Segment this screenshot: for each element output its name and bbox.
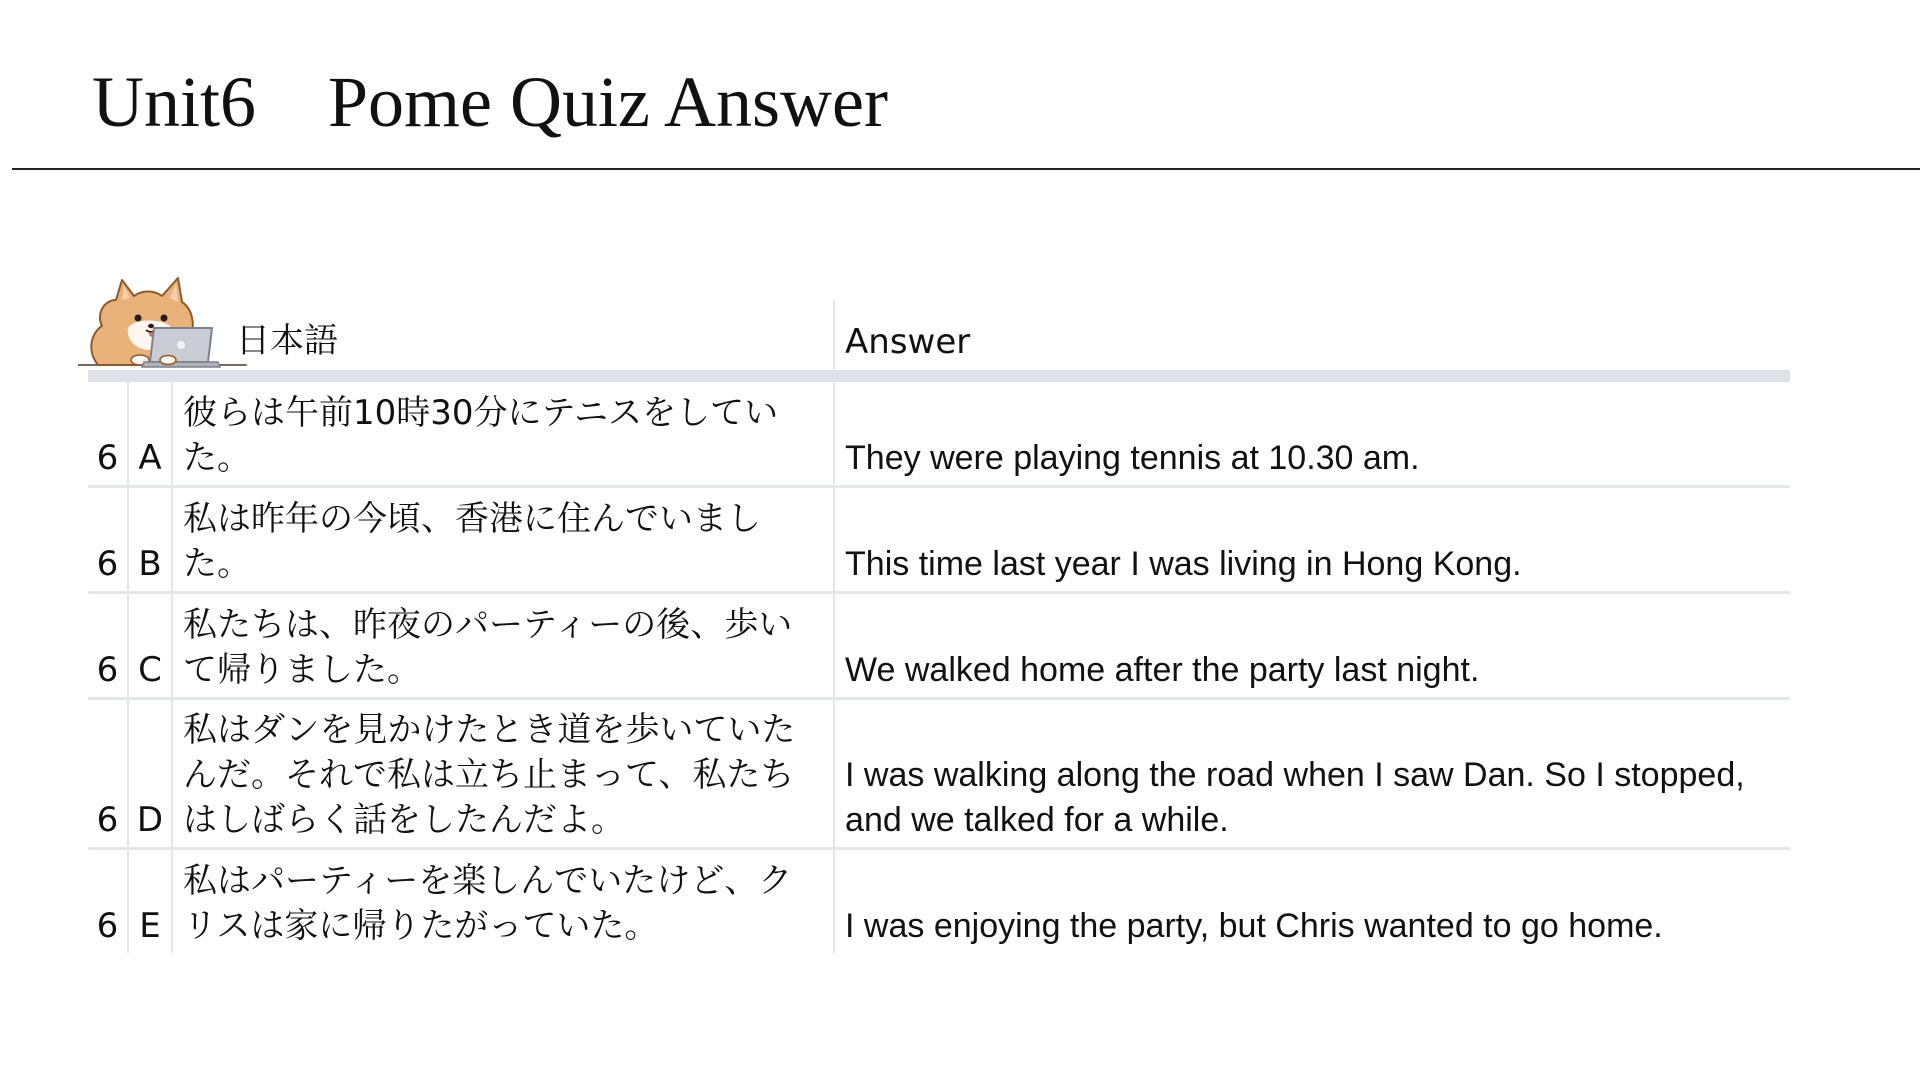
quiz-answer-table xyxy=(88,300,1790,953)
pomeranian-with-laptop-icon xyxy=(78,270,248,380)
answer-sentence: This time last year I was living in Hong Kong. xyxy=(834,487,1790,593)
question-letter: C xyxy=(128,593,172,699)
unit-number: 6 xyxy=(88,376,128,487)
answer-sentence: I was walking along the road when I saw Dan. So I stopped, and we talked for a while. xyxy=(834,699,1790,849)
japanese-sentence: 私はダンを見かけたとき道を歩いていたんだ。それで私は立ち止まって、私たちはしばらく話をしたんだよ。 xyxy=(172,699,834,849)
table-header-row xyxy=(88,300,1790,376)
answer-sentence: I was enjoying the party, but Chris wanted to go home. xyxy=(845,907,1663,945)
answer-sentence: They were playing tennis at 10.30 am. xyxy=(834,376,1790,487)
japanese-sentence: 彼らは午前10時30分にテニスをしていた。 xyxy=(172,376,834,487)
table-row xyxy=(88,849,1790,954)
title-divider xyxy=(12,168,1920,170)
table-row xyxy=(88,699,1790,849)
unit-number: 6 xyxy=(88,487,128,593)
japanese-sentence: 私は昨年の今頃、香港に住んでいました。 xyxy=(172,487,834,593)
question-letter: E xyxy=(128,849,172,954)
unit-number: 6 xyxy=(88,699,128,849)
question-letter: B xyxy=(128,487,172,593)
header-japanese: 日本語 xyxy=(88,300,834,376)
unit-number: 6 xyxy=(88,849,128,954)
japanese-sentence: 私たちは、昨夜のパーティーの後、歩いて帰りました。 xyxy=(172,593,834,699)
table-row xyxy=(88,487,1790,593)
table-row xyxy=(88,376,1790,487)
slide-title: Unit6 Pome Quiz Answer xyxy=(92,62,888,142)
question-letter: D xyxy=(128,699,172,849)
table-row xyxy=(88,593,1790,699)
answer-sentence: We walked home after the party last night. xyxy=(834,593,1790,699)
japanese-sentence: 私はパーティーを楽しんでいたけど、クリスは家に帰りたがっていた。 xyxy=(172,849,834,954)
question-letter: A xyxy=(128,376,172,487)
unit-number: 6 xyxy=(88,593,128,699)
header-answer: Answer xyxy=(834,300,1790,376)
